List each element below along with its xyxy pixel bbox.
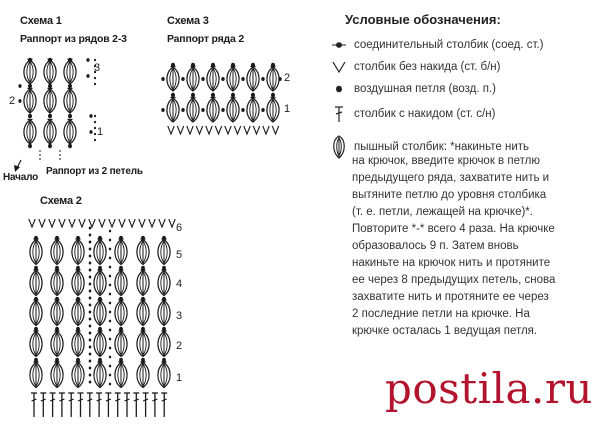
puff-stitch-symbol	[227, 98, 239, 123]
chain-stitch-symbol	[34, 358, 38, 362]
chain-stitch-symbol	[98, 297, 102, 301]
chain-stitch-symbol	[76, 327, 80, 331]
single-crochet-symbol	[39, 219, 45, 227]
chain-stitch-symbol	[171, 63, 175, 68]
chain-stitch-symbol	[76, 358, 80, 362]
chain-stitch-symbol	[109, 338, 111, 341]
legend-item-slip-stitch	[328, 39, 544, 51]
puff-stitch-symbol	[267, 67, 279, 92]
chain-stitch-symbol	[109, 230, 111, 233]
single-crochet-symbol	[149, 219, 155, 227]
double-crochet-symbol	[133, 393, 139, 417]
chain-stitch-symbol	[55, 327, 59, 331]
chain-stitch-symbol	[191, 93, 195, 98]
chain-stitch-symbol	[34, 327, 38, 331]
scheme-1-row-label: 3	[94, 62, 101, 74]
description-line: захватите нить и протяните ее через	[352, 291, 549, 303]
chain-stitch-symbol	[18, 84, 21, 88]
chain-stitch-symbol	[162, 358, 166, 362]
scheme-1-row-label: 2	[9, 95, 16, 107]
puff-stitch-symbol	[158, 300, 170, 326]
chain-stitch-symbol	[55, 236, 59, 240]
puff-stitch-symbol	[64, 89, 76, 114]
chain-stitch-symbol	[28, 114, 32, 119]
single-crochet-symbol	[69, 219, 75, 227]
chain-stitch-symbol	[181, 77, 184, 81]
chain-stitch-symbol	[109, 347, 111, 350]
single-crochet-symbol	[159, 219, 165, 227]
chain-stitch-symbol	[241, 77, 244, 81]
puff-stitch-description	[352, 153, 600, 340]
puff-stitch-symbol	[137, 270, 149, 296]
chain-stitch-symbol	[89, 241, 92, 244]
single-crochet-symbol	[215, 126, 221, 134]
scheme-1-start-label: Начало	[3, 172, 39, 183]
description-line: предыдущего ряда, захватите нить и	[352, 172, 550, 184]
chain-stitch-symbol	[278, 77, 281, 81]
chain-stitch-symbol	[109, 329, 111, 332]
puff-stitch-symbol	[247, 98, 259, 123]
description-line: крючке осталась 1 ведущая петля.	[352, 325, 538, 337]
chain-stitch-symbol	[89, 311, 92, 314]
chain-stitch-symbol	[94, 127, 96, 130]
chain-stitch-symbol	[162, 327, 166, 331]
scheme-2-row-label: 4	[176, 278, 183, 290]
chain-stitch-symbol	[141, 358, 145, 362]
chain-stitch-symbol	[68, 114, 72, 119]
legend-item-single-crochet	[328, 61, 500, 73]
puff-stitch-symbol	[187, 98, 199, 123]
single-crochet-symbol	[99, 219, 105, 227]
chain-stitch-symbol	[89, 304, 92, 307]
puff-stitch-symbol	[207, 98, 219, 123]
chain-stitch-symbol	[171, 93, 175, 98]
double-crochet-symbol	[105, 393, 111, 417]
scheme-1-title: Схема 1	[20, 15, 62, 27]
legend-item-label: воздушная петля (возд. п.)	[354, 83, 496, 95]
chain-stitch-symbol	[48, 144, 52, 149]
chain-stitch-symbol	[28, 84, 32, 89]
chain-stitch-symbol	[89, 276, 92, 279]
puff-stitch-symbol	[267, 98, 279, 123]
chain-stitch-symbol	[48, 84, 52, 89]
single-crochet-symbol	[244, 126, 250, 134]
chain-stitch-symbol	[18, 99, 21, 103]
chain-stitch-symbol	[109, 383, 111, 386]
puff-stitch-symbol	[64, 120, 76, 145]
chain-stitch-symbol	[48, 58, 52, 63]
chain-stitch-symbol	[141, 327, 145, 331]
chain-stitch-symbol	[98, 266, 102, 270]
chain-stitch-symbol	[241, 108, 244, 112]
puff-stitch-symbol	[24, 60, 36, 85]
chain-stitch-symbol	[109, 374, 111, 377]
single-crochet-symbol	[29, 219, 35, 227]
puff-stitch-symbol	[72, 239, 84, 265]
legend-item-chain-stitch	[328, 83, 496, 95]
puff-stitch-symbol	[158, 362, 170, 388]
scheme-1-repeat-label: Раппорт из 2 петель	[46, 166, 143, 177]
puff-stitch-symbol	[207, 67, 219, 92]
single-crochet-symbol	[206, 126, 212, 134]
chain-stitch-symbol	[94, 83, 96, 86]
chain-stitch-symbol	[89, 367, 92, 370]
chain-stitch-symbol	[141, 236, 145, 240]
scheme-2-title: Схема 2	[40, 195, 82, 207]
single-crochet-symbol	[187, 126, 193, 134]
watermark-logo: postila.ru	[385, 364, 593, 413]
legend-item-label: соединительный столбик (соед. ст.)	[354, 39, 544, 51]
puff-stitch-symbol	[94, 239, 106, 265]
puff-stitch-symbol	[30, 331, 42, 357]
double-crochet-symbol	[161, 393, 167, 417]
chain-stitch-symbol	[76, 297, 80, 301]
chain-stitch-symbol	[86, 74, 89, 78]
chain-stitch-symbol	[89, 318, 92, 321]
chain-stitch-symbol	[109, 356, 111, 359]
single-crochet-symbol	[272, 126, 278, 134]
scheme-1-row-label: 1	[97, 126, 104, 138]
puff-stitch-symbol	[72, 300, 84, 326]
chain-stitch-symbol	[201, 77, 204, 81]
description-line: 2 последние петли на крючке. На	[352, 308, 530, 320]
chain-stitch-symbol	[89, 332, 92, 335]
chain-stitch-symbol	[221, 77, 224, 81]
single-crochet-symbol	[263, 126, 269, 134]
chain-stitch-symbol	[109, 302, 111, 305]
puff-stitch-symbol	[94, 362, 106, 388]
puff-stitch-symbol	[115, 239, 127, 265]
puff-stitch-symbol	[30, 239, 42, 265]
chain-stitch-symbol	[89, 374, 92, 377]
puff-stitch-symbol	[64, 60, 76, 85]
scheme-2-row-label: 3	[176, 310, 183, 322]
puff-stitch-symbol	[72, 270, 84, 296]
chain-stitch-symbol	[89, 234, 92, 237]
scheme-2-row-label: 5	[176, 249, 183, 261]
chain-stitch-symbol	[109, 257, 111, 260]
chain-stitch-symbol	[231, 93, 235, 98]
puff-stitch-symbol	[227, 67, 239, 92]
chain-stitch-symbol	[89, 297, 92, 300]
chain-stitch-symbol	[89, 130, 92, 134]
single-crochet-symbol	[109, 219, 115, 227]
single-crochet-symbol	[119, 219, 125, 227]
chain-stitch-symbol	[55, 297, 59, 301]
double-crochet-symbol	[59, 393, 65, 417]
puff-stitch-symbol	[94, 331, 106, 357]
single-crochet-symbol	[89, 219, 95, 227]
description-line: образовалось 9 п. Затем вновь	[352, 240, 519, 252]
chain-stitch-symbol	[94, 77, 96, 80]
puff-stitch-symbol	[51, 300, 63, 326]
chain-stitch-symbol	[261, 108, 264, 112]
puff-stitch-symbol	[115, 270, 127, 296]
double-crochet-symbol	[143, 393, 149, 417]
start-arrowhead	[14, 165, 20, 172]
double-crochet-symbol	[40, 393, 46, 417]
single-crochet-symbol	[79, 219, 85, 227]
chain-stitch-symbol	[76, 236, 80, 240]
chain-stitch-symbol	[68, 58, 72, 63]
single-crochet-symbol	[253, 126, 259, 134]
scheme-2-row-label: 6	[176, 222, 183, 234]
puff-stitch-symbol	[137, 300, 149, 326]
chain-stitch-symbol	[201, 108, 204, 112]
double-crochet-symbol	[115, 393, 121, 417]
description-line: вытяните петлю до уровня столбика	[352, 189, 547, 201]
chain-stitch-symbol	[89, 353, 92, 356]
chain-stitch-symbol	[34, 297, 38, 301]
chain-stitch-symbol	[98, 236, 102, 240]
chain-stitch-symbol	[191, 63, 195, 68]
double-crochet-symbol	[31, 393, 37, 417]
single-crochet-symbol	[49, 219, 55, 227]
puff-stitch-symbol	[72, 362, 84, 388]
chain-stitch-symbol	[89, 227, 92, 230]
legend-title: Условные обозначения:	[345, 12, 501, 27]
double-crochet-symbol	[96, 393, 102, 417]
chain-stitch-symbol	[119, 266, 123, 270]
chain-stitch-symbol	[271, 93, 275, 98]
chain-stitch-symbol	[28, 58, 32, 63]
double-crochet-symbol	[50, 393, 56, 417]
chain-stitch-symbol	[89, 290, 92, 293]
puff-stitch-symbol	[44, 60, 56, 85]
scheme-3-title: Схема 3	[167, 15, 209, 27]
chain-stitch-symbol	[68, 84, 72, 89]
puff-stitch-symbol	[51, 331, 63, 357]
chain-stitch-symbol	[55, 266, 59, 270]
legend-item-label: столбик с накидом (ст. с/н)	[354, 108, 496, 120]
chain-stitch-symbol	[109, 320, 111, 323]
puff-stitch-symbol	[137, 239, 149, 265]
double-crochet-symbol	[87, 393, 93, 417]
slip-stitch-icon	[328, 40, 350, 50]
single-crochet-symbol	[234, 126, 240, 134]
chain-stitch-symbol	[271, 63, 275, 68]
description-line: на крючок, введите крючок в петлю	[352, 155, 540, 167]
single-crochet-icon	[328, 61, 350, 73]
chain-stitch-symbol	[141, 266, 145, 270]
puff-stitch-symbol	[137, 331, 149, 357]
puff-stitch-symbol	[24, 120, 36, 145]
chain-stitch-symbol	[109, 293, 111, 296]
chain-stitch-symbol	[94, 115, 96, 118]
puff-stitch-symbol	[51, 270, 63, 296]
chain-stitch-symbol	[261, 77, 264, 81]
single-crochet-symbol	[168, 126, 174, 134]
chain-stitch-symbol	[94, 133, 96, 136]
chain-stitch-symbol	[86, 58, 89, 62]
chain-stitch-symbol	[181, 108, 184, 112]
chain-stitch-symbol	[89, 381, 92, 384]
chain-stitch-symbol	[161, 108, 164, 112]
puff-stitch-symbol	[158, 331, 170, 357]
scheme-3-row-label: 2	[284, 72, 291, 84]
puff-stitch-symbol	[51, 239, 63, 265]
puff-stitch-symbol	[115, 300, 127, 326]
single-crochet-symbol	[129, 219, 135, 227]
single-crochet-symbol	[169, 219, 175, 227]
chain-stitch-symbol	[34, 236, 38, 240]
puff-stitch-icon	[328, 134, 350, 160]
chain-stitch-symbol	[109, 266, 111, 269]
chain-stitch-symbol	[162, 236, 166, 240]
chain-stitch-symbol	[89, 248, 92, 251]
chain-stitch-symbol	[221, 108, 224, 112]
chain-stitch-symbol	[94, 139, 96, 142]
chain-stitch-symbol	[68, 144, 72, 149]
legend-item-label: пышный столбик: *накиньте нить	[354, 141, 530, 153]
description-line: ее через 8 предыдущих петель, снова	[352, 274, 556, 286]
puff-stitch-symbol	[158, 239, 170, 265]
single-crochet-symbol	[59, 219, 65, 227]
chain-stitch-symbol	[89, 360, 92, 363]
chain-stitch-symbol	[94, 121, 96, 124]
chain-stitch-symbol	[162, 297, 166, 301]
chain-stitch-symbol	[141, 297, 145, 301]
chain-stitch-symbol	[76, 266, 80, 270]
chain-stitch-symbol	[161, 77, 164, 81]
double-crochet-icon	[328, 105, 350, 123]
double-crochet-symbol	[152, 393, 158, 417]
chain-stitch-symbol	[231, 63, 235, 68]
scheme-2-row-label: 1	[176, 372, 183, 384]
chain-stitch-symbol	[55, 358, 59, 362]
puff-stitch-symbol	[44, 120, 56, 145]
double-crochet-symbol	[78, 393, 84, 417]
chain-stitch-symbol	[119, 297, 123, 301]
single-crochet-symbol	[196, 126, 202, 134]
chain-stitch-symbol	[211, 93, 215, 98]
puff-stitch-symbol	[94, 300, 106, 326]
chain-stitch-symbol	[119, 358, 123, 362]
scheme-3-row-label: 1	[284, 103, 291, 115]
puff-stitch-symbol	[94, 270, 106, 296]
puff-stitch-symbol	[30, 300, 42, 326]
puff-stitch-symbol	[167, 67, 179, 92]
puff-stitch-symbol	[115, 331, 127, 357]
puff-stitch-symbol	[247, 67, 259, 92]
single-crochet-symbol	[225, 126, 231, 134]
puff-stitch-symbol	[187, 67, 199, 92]
chain-stitch-symbol	[251, 93, 255, 98]
chain-stitch-symbol	[89, 262, 92, 265]
scheme-3-subtitle: Раппорт ряда 2	[167, 33, 245, 45]
scheme-1-subtitle: Раппорт из рядов 2-3	[20, 33, 127, 45]
single-crochet-symbol	[139, 219, 145, 227]
puff-stitch-symbol	[51, 362, 63, 388]
description-line: Повторите *-* всего 4 раза. На крючке	[352, 223, 555, 235]
chain-stitch-symbol	[109, 311, 111, 314]
chain-stitch-symbol	[89, 283, 92, 286]
chain-stitch-symbol	[109, 284, 111, 287]
chain-stitch-symbol	[89, 339, 92, 342]
description-line: (т. е. петли, лежащей на крючке)*.	[352, 206, 533, 218]
chain-stitch-symbol	[28, 144, 32, 149]
legend-item-double-crochet	[328, 105, 495, 123]
chain-stitch-symbol	[109, 365, 111, 368]
chain-stitch-symbol	[109, 275, 111, 278]
chain-stitch-symbol	[89, 114, 92, 118]
chain-stitch-symbol	[89, 325, 92, 328]
double-crochet-symbol	[124, 393, 130, 417]
puff-stitch-symbol	[44, 89, 56, 114]
double-crochet-symbol	[68, 393, 74, 417]
puff-stitch-symbol	[72, 331, 84, 357]
puff-stitch-symbol	[30, 270, 42, 296]
chain-stitch-symbol	[94, 59, 96, 62]
puff-stitch-symbol	[167, 98, 179, 123]
chain-stitch-symbol	[34, 266, 38, 270]
chain-stitch-symbol	[109, 248, 111, 251]
puff-stitch-symbol	[115, 362, 127, 388]
chain-stitch-symbol	[48, 114, 52, 119]
chain-stitch-symbol	[119, 236, 123, 240]
scheme-2-row-label: 2	[176, 340, 183, 352]
chain-stitch-symbol	[89, 346, 92, 349]
chain-stitch-symbol	[211, 63, 215, 68]
description-line: накиньте на крючок нить и протяните	[352, 257, 551, 269]
puff-stitch-symbol	[137, 362, 149, 388]
chain-stitch-symbol	[89, 269, 92, 272]
chain-stitch-symbol	[251, 63, 255, 68]
puff-stitch-symbol	[30, 362, 42, 388]
legend-item-label: столбик без накида (ст. б/н)	[354, 61, 501, 73]
chain-stitch-symbol	[162, 266, 166, 270]
chain-stitch-symbol	[109, 239, 111, 242]
chain-stitch-symbol	[89, 255, 92, 258]
chain-stitch-symbol	[119, 327, 123, 331]
puff-stitch-symbol	[158, 270, 170, 296]
puff-stitch-symbol	[24, 89, 36, 114]
chain-stitch-icon	[328, 84, 350, 94]
single-crochet-symbol	[177, 126, 183, 134]
chain-stitch-symbol	[98, 327, 102, 331]
chain-stitch-symbol	[98, 358, 102, 362]
